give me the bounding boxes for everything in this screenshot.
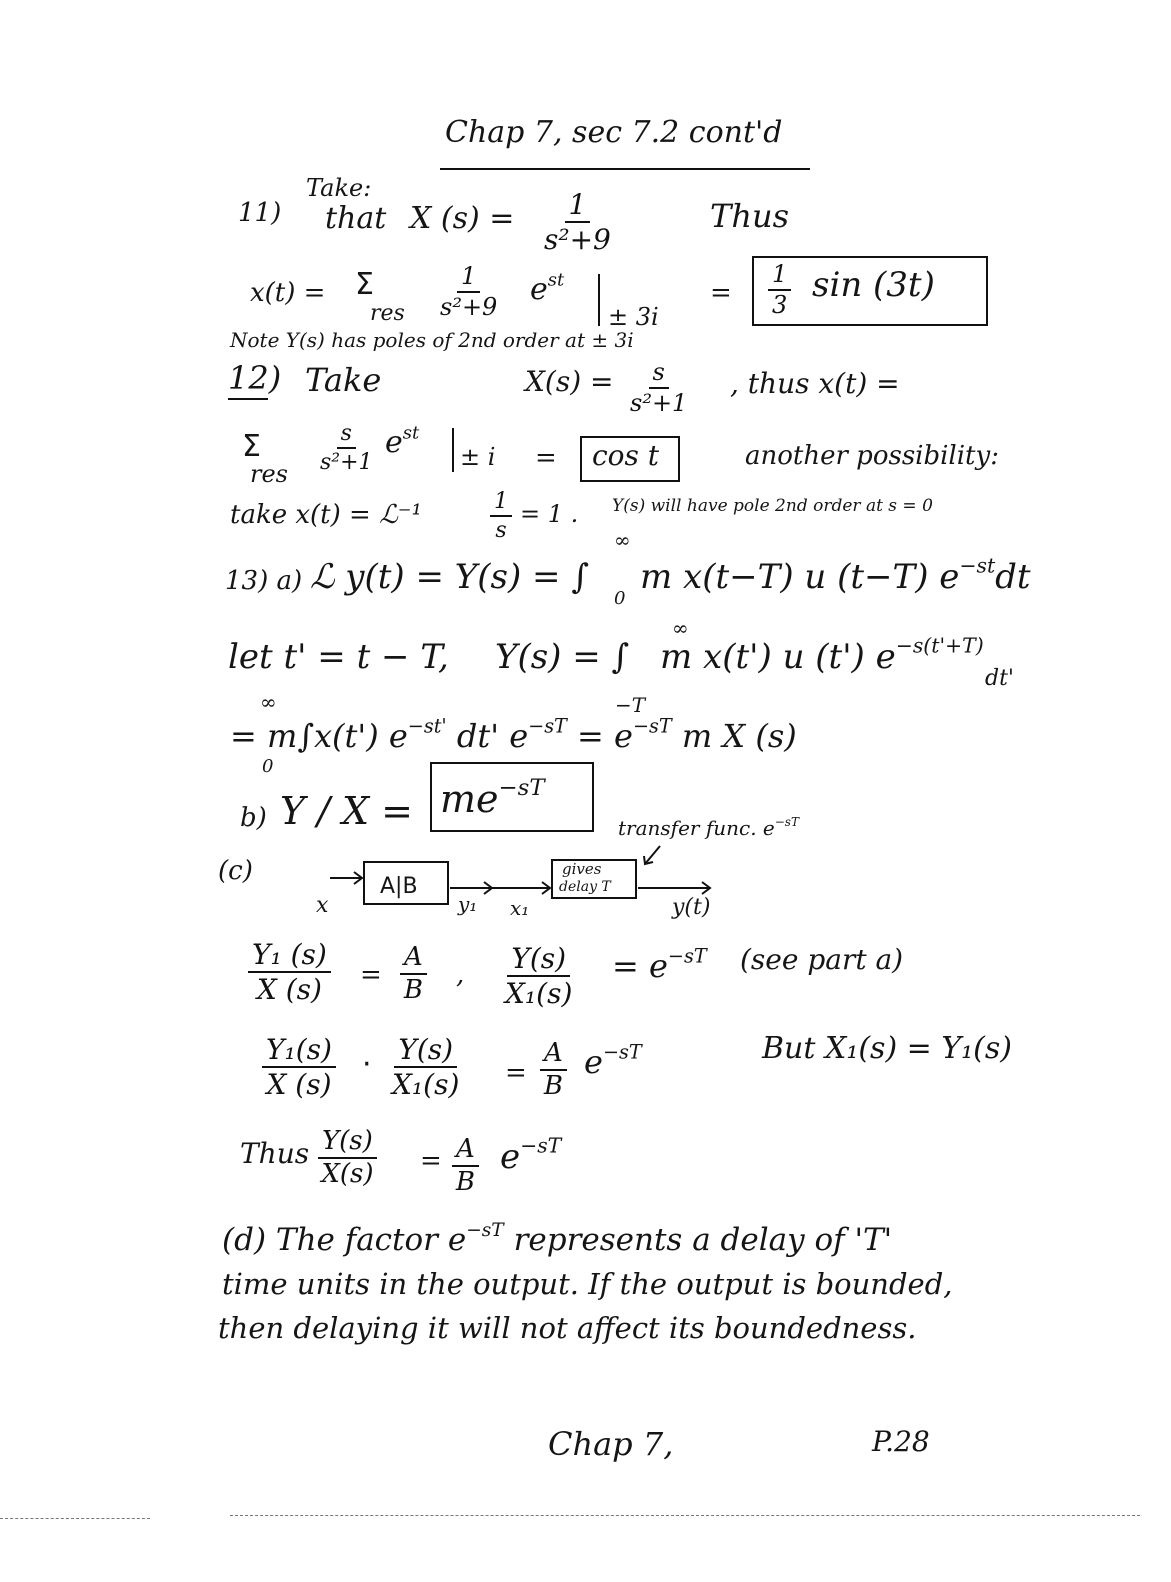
evaluation-point-12: ± i	[460, 443, 496, 471]
fraction-denominator: s	[495, 518, 507, 544]
answer-sin: sin (3t)	[812, 265, 935, 305]
fraction-denominator: B	[543, 1071, 563, 1102]
integrand-let: m x(t') u (t') $e^{-s(t'+T)}$	[660, 633, 984, 677]
e-sT-c4: $e^{-sT}$	[500, 1133, 562, 1177]
another-possibility: another possibility:	[745, 441, 999, 471]
fraction-s-over-s2p1	[630, 360, 687, 416]
fraction-Y-over-X1-b	[392, 1035, 459, 1100]
fraction-denominator: X (s)	[256, 973, 322, 1007]
part-d-line-2: time units in the output. If the output is bounded,	[222, 1267, 953, 1301]
integrand-a: m x(t−T) u (t−T) $e^{-st}dt$	[640, 553, 1031, 597]
part-d-line-3: then delaying it will not affect its boundedness.	[218, 1311, 917, 1345]
label-underline	[228, 398, 268, 400]
fraction-numerator: 1	[490, 490, 512, 517]
problem-13a-label: 13) a)	[225, 566, 303, 596]
fraction-denominator: 3	[772, 291, 788, 320]
fraction-denominator: s²+9	[440, 293, 498, 322]
equals-c4: =	[420, 1146, 442, 1176]
fraction-Y1-over-X	[248, 940, 331, 1005]
fraction-numerator: A	[400, 944, 427, 975]
fraction-denominator: X (s)	[266, 1068, 332, 1102]
fraction-1-over-s2p9	[544, 190, 611, 255]
fraction-numerator: s	[337, 422, 356, 449]
product-dot: ·	[362, 1047, 372, 1082]
problem-12-label: 12)	[228, 359, 282, 397]
sum-symbol: Σ	[355, 267, 374, 302]
take-word-12: Take	[305, 361, 382, 399]
equals-c1: =	[360, 960, 382, 990]
fraction-numerator: A	[452, 1136, 479, 1167]
fraction-numerator: 1	[768, 262, 791, 291]
footer-page-number: P.28	[872, 1425, 930, 1458]
take-word: Take:	[306, 174, 372, 202]
Y-over-X: Y / X =	[280, 789, 414, 833]
integral-lower-limit: 0	[614, 588, 626, 609]
thus-word: Thus	[710, 197, 789, 235]
equals-sign-12: =	[535, 443, 557, 473]
integral-lower-limit-2: −T	[615, 693, 646, 717]
page-title: Chap 7, sec 7.2 cont'd	[445, 115, 783, 150]
thus-word-c: Thus	[240, 1137, 310, 1170]
note-11: Note Y(s) has poles of 2nd order at ± 3i	[230, 328, 634, 352]
title-underline	[440, 168, 810, 170]
integral-upper-limit: ∞	[614, 528, 631, 552]
that-word: that	[325, 201, 387, 236]
fraction-numerator: Y(s)	[318, 1128, 377, 1159]
but-X1-equals-Y1: But X₁(s) = Y₁(s)	[762, 1031, 1012, 1066]
take-inverse-laplace: take x(t) = ℒ⁻¹	[230, 500, 422, 530]
fraction-numerator: Y₁(s)	[262, 1035, 336, 1068]
Y-integral: Y(s) = ∫	[495, 637, 630, 677]
signal-y1: y₁	[458, 892, 478, 916]
x-of-t: x(t) =	[250, 278, 326, 308]
fraction-denominator: X₁(s)	[505, 977, 573, 1011]
line3-expression: = m∫x(t') $e^{-st'}$ dt' $e^{-sT} = e^{-sT}$ m X (s)	[230, 714, 797, 755]
block-delay-line1: gives	[562, 860, 602, 878]
fraction-numerator: A	[540, 1040, 567, 1071]
part-d-line-1: (d) The factor $e^{-sT}$ represents a delay of 'T'	[222, 1220, 893, 1258]
X-of-s-12: X(s) =	[525, 365, 614, 398]
equals-sign: =	[710, 278, 732, 308]
let-substitution: let t' = t − T,	[228, 637, 449, 677]
comma-c1: ,	[456, 960, 465, 990]
evaluation-point: ± 3i	[608, 303, 659, 331]
fraction-numerator: Y(s)	[394, 1035, 457, 1068]
fraction-denominator: B	[455, 1167, 475, 1198]
fraction-numerator: s	[649, 360, 669, 389]
evaluation-bar-12	[452, 428, 454, 472]
fraction-denominator: X(s)	[321, 1159, 374, 1190]
answer-cos: cos t	[592, 439, 660, 472]
fraction-1-over-s2p9-b	[440, 264, 497, 320]
fraction-Y1-over-X-b	[262, 1035, 336, 1100]
integral-upper-limit-3: ∞	[260, 690, 277, 714]
evaluation-bar	[598, 274, 600, 326]
fraction-numerator: Y(s)	[507, 944, 570, 977]
equals-c3: =	[505, 1058, 527, 1088]
exponential-12: $e^{st}$	[385, 422, 420, 460]
fraction-denominator: B	[403, 975, 423, 1006]
res-label-12: res	[250, 460, 288, 488]
X-of-s: X (s) =	[410, 201, 515, 236]
sum-symbol-12: Σ	[242, 429, 261, 464]
integral-lower-limit-3: 0	[262, 756, 274, 777]
fraction-1-over-s	[490, 490, 512, 542]
fraction-numerator: Y₁ (s)	[248, 940, 331, 973]
fraction-one-third	[768, 262, 791, 318]
block-delay-line2: delay T	[559, 879, 611, 895]
fraction-Y-over-X1	[505, 944, 572, 1009]
fraction-numerator: 1	[565, 190, 591, 223]
problem-11-label: 11)	[238, 198, 282, 228]
fraction-numerator: 1	[457, 264, 480, 293]
equals-e-sT: = $e^{-sT}$	[612, 944, 707, 985]
see-part-a: (see part a)	[740, 943, 904, 976]
signal-x1: x₁	[510, 896, 530, 920]
laplace-of-y: ℒ y(t) = Y(s) = ∫	[310, 557, 590, 597]
integral-upper-limit-2: ∞	[672, 616, 689, 640]
e-sT-c3: $e^{-sT}$	[584, 1040, 642, 1081]
fraction-A-over-B	[400, 944, 427, 1005]
fraction-A-over-B-3	[452, 1136, 479, 1197]
equals-one: = 1 .	[520, 500, 579, 528]
part-c-label: (c)	[218, 856, 253, 886]
answer-me: $me^{-sT}$	[440, 774, 545, 821]
fraction-A-over-B-2	[540, 1040, 567, 1101]
fraction-Y-over-X-final	[318, 1128, 377, 1189]
exponential: $e^{st}$	[530, 269, 565, 307]
scan-edge-line-2	[230, 1515, 1140, 1516]
part-b-label: b)	[240, 803, 267, 833]
footer-chapter: Chap 7,	[548, 1425, 674, 1463]
block-AB-label: A|B	[380, 874, 418, 899]
res-label: res	[370, 301, 405, 326]
fraction-denominator: s²+9	[544, 223, 611, 257]
transfer-function-note: transfer func. $e^{-sT}$	[618, 815, 799, 840]
signal-y-out: y(t)	[672, 895, 711, 920]
dt-prime: dt'	[985, 666, 1014, 691]
fraction-denominator: X₁(s)	[392, 1068, 460, 1102]
fraction-denominator: s²+1	[630, 389, 688, 418]
fraction-s-over-s2p1-b	[320, 422, 373, 474]
thus-x-of-t: , thus x(t) =	[730, 367, 900, 400]
note-12: Y(s) will have pole 2nd order at s = 0	[612, 496, 933, 516]
fraction-denominator: s²+1	[320, 450, 373, 476]
scan-edge-line	[0, 1518, 150, 1519]
signal-x: x	[316, 893, 329, 918]
